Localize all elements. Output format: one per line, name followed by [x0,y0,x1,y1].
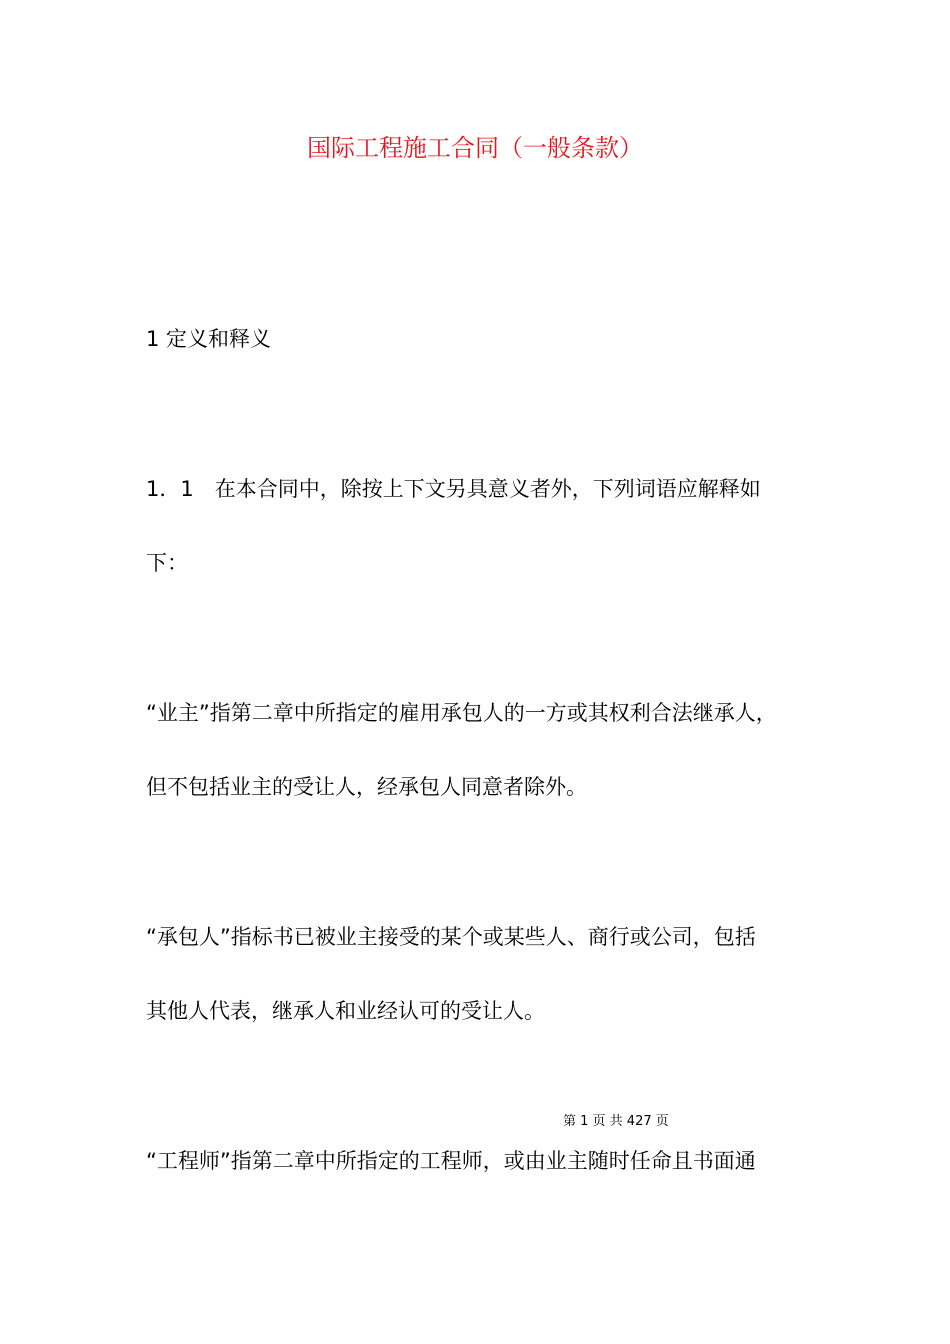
definition-engineer-line-1: “工程师”指第二章中所指定的工程师，或由业主随时任命且书面通 [146,1149,756,1173]
section-heading: 1 定义和释义 [146,327,272,351]
document-title: 国际工程施工合同（一般条款） [307,134,643,162]
page-number-footer: 第 1 页 共 427 页 [563,1114,669,1129]
definition-contractor-line-2: 其他人代表，继承人和业经认可的受让人。 [146,999,545,1023]
clause-1-1-line-2: 下： [146,551,188,575]
definition-owner-line-1: “业主”指第二章中所指定的雇用承包人的一方或其权利合法继承人， [146,701,777,725]
definition-contractor-line-1: “承包人”指标书已被业主接受的某个或某些人、商行或公司，包括 [146,925,756,949]
definition-owner-line-2: 但不包括业主的受让人，经承包人同意者除外。 [146,775,587,799]
clause-1-1-line-1: 1．1 在本合同中，除按上下文另具意义者外，下列词语应解释如 [146,477,761,501]
